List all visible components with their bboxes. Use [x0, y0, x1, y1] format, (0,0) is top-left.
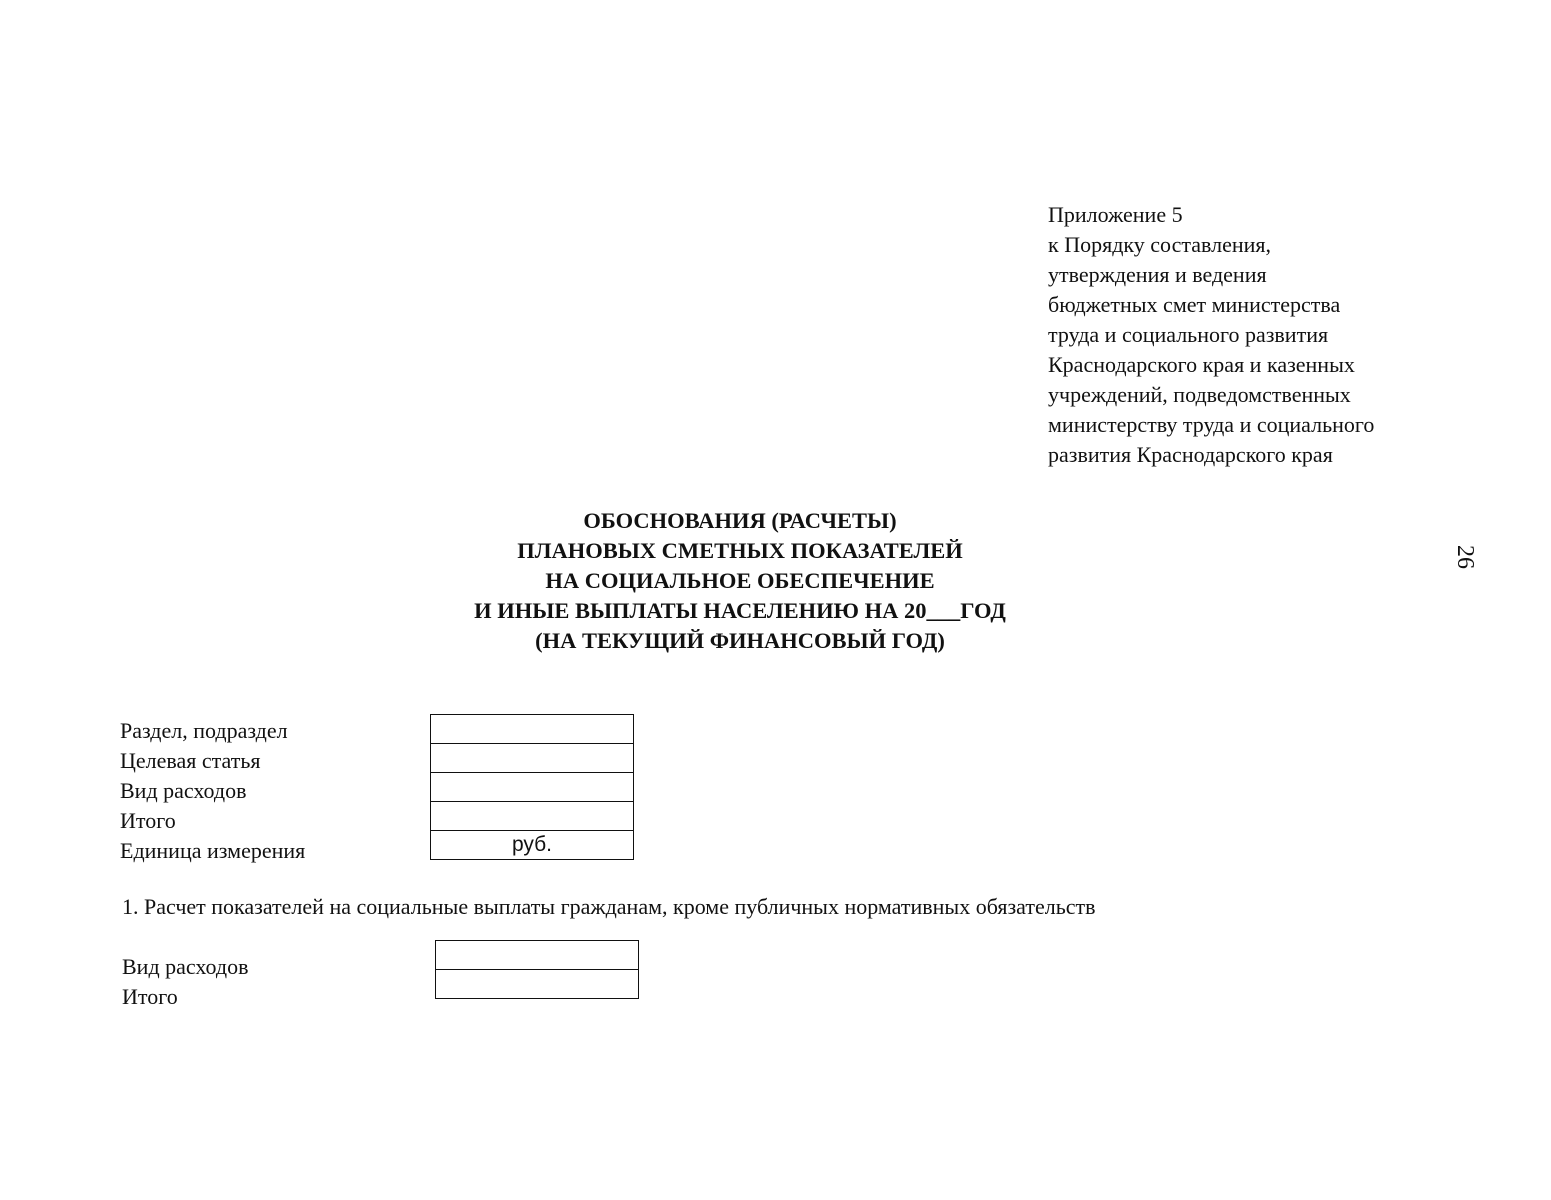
section-1-table [435, 940, 639, 999]
field-label-target-article: Целевая статья [120, 748, 261, 773]
table-row [436, 970, 639, 999]
appendix-line: Приложение 5 [1048, 202, 1183, 227]
document-title [380, 506, 1100, 656]
appendix-line: Краснодарского края и казенных [1048, 352, 1355, 377]
title-line: ПЛАНОВЫХ СМЕТНЫХ ПОКАЗАТЕЛЕЙ [517, 538, 963, 563]
table-row [431, 802, 634, 831]
field-label-expense-type: Вид расходов [120, 778, 247, 803]
title-line: И ИНЫЕ ВЫПЛАТЫ НАСЕЛЕНИЮ НА 20___ГОД [474, 598, 1006, 623]
table-row [436, 941, 639, 970]
header-fields-table [430, 714, 634, 860]
field-label-total: Итого [122, 984, 178, 1009]
field-label-expense-type: Вид расходов [122, 954, 249, 979]
section-value-cell[interactable] [431, 715, 634, 744]
field-label-total: Итого [120, 808, 176, 833]
appendix-line: утверждения и ведения [1048, 262, 1267, 287]
table-row [431, 715, 634, 744]
title-line: (НА ТЕКУЩИЙ ФИНАНСОВЫЙ ГОД) [535, 628, 945, 653]
target-article-value-cell[interactable] [431, 744, 634, 773]
expense-type-value-cell[interactable] [431, 773, 634, 802]
total-value-cell[interactable] [436, 970, 639, 999]
table-row [431, 831, 634, 860]
appendix-note [1048, 200, 1374, 470]
section-1-labels [122, 952, 249, 1012]
title-line: ОБОСНОВАНИЯ (РАСЧЕТЫ) [583, 508, 897, 533]
unit-value-cell[interactable]: руб. [431, 831, 634, 860]
appendix-line: труда и социального развития [1048, 322, 1329, 347]
field-label-section: Раздел, подраздел [120, 718, 288, 743]
section-1-heading: 1. Расчет показателей на социальные выплаты гражданам, кроме публичных нормативных обязательств [122, 894, 1096, 919]
appendix-line: министерству труда и социального [1048, 412, 1375, 437]
appendix-line: бюджетных смет министерства [1048, 292, 1341, 317]
total-value-cell[interactable] [431, 802, 634, 831]
field-label-unit: Единица измерения [120, 838, 306, 863]
appendix-line: развития Краснодарского края [1048, 442, 1333, 467]
header-field-labels [120, 716, 305, 866]
table-row [431, 744, 634, 773]
appendix-line: к Порядку составления, [1048, 232, 1271, 257]
expense-type-value-cell[interactable] [436, 941, 639, 970]
table-row [431, 773, 634, 802]
appendix-line: учреждений, подведомственных [1048, 382, 1351, 407]
page-number: 26 [1452, 545, 1478, 569]
title-line: НА СОЦИАЛЬНОЕ ОБЕСПЕЧЕНИЕ [545, 568, 935, 593]
